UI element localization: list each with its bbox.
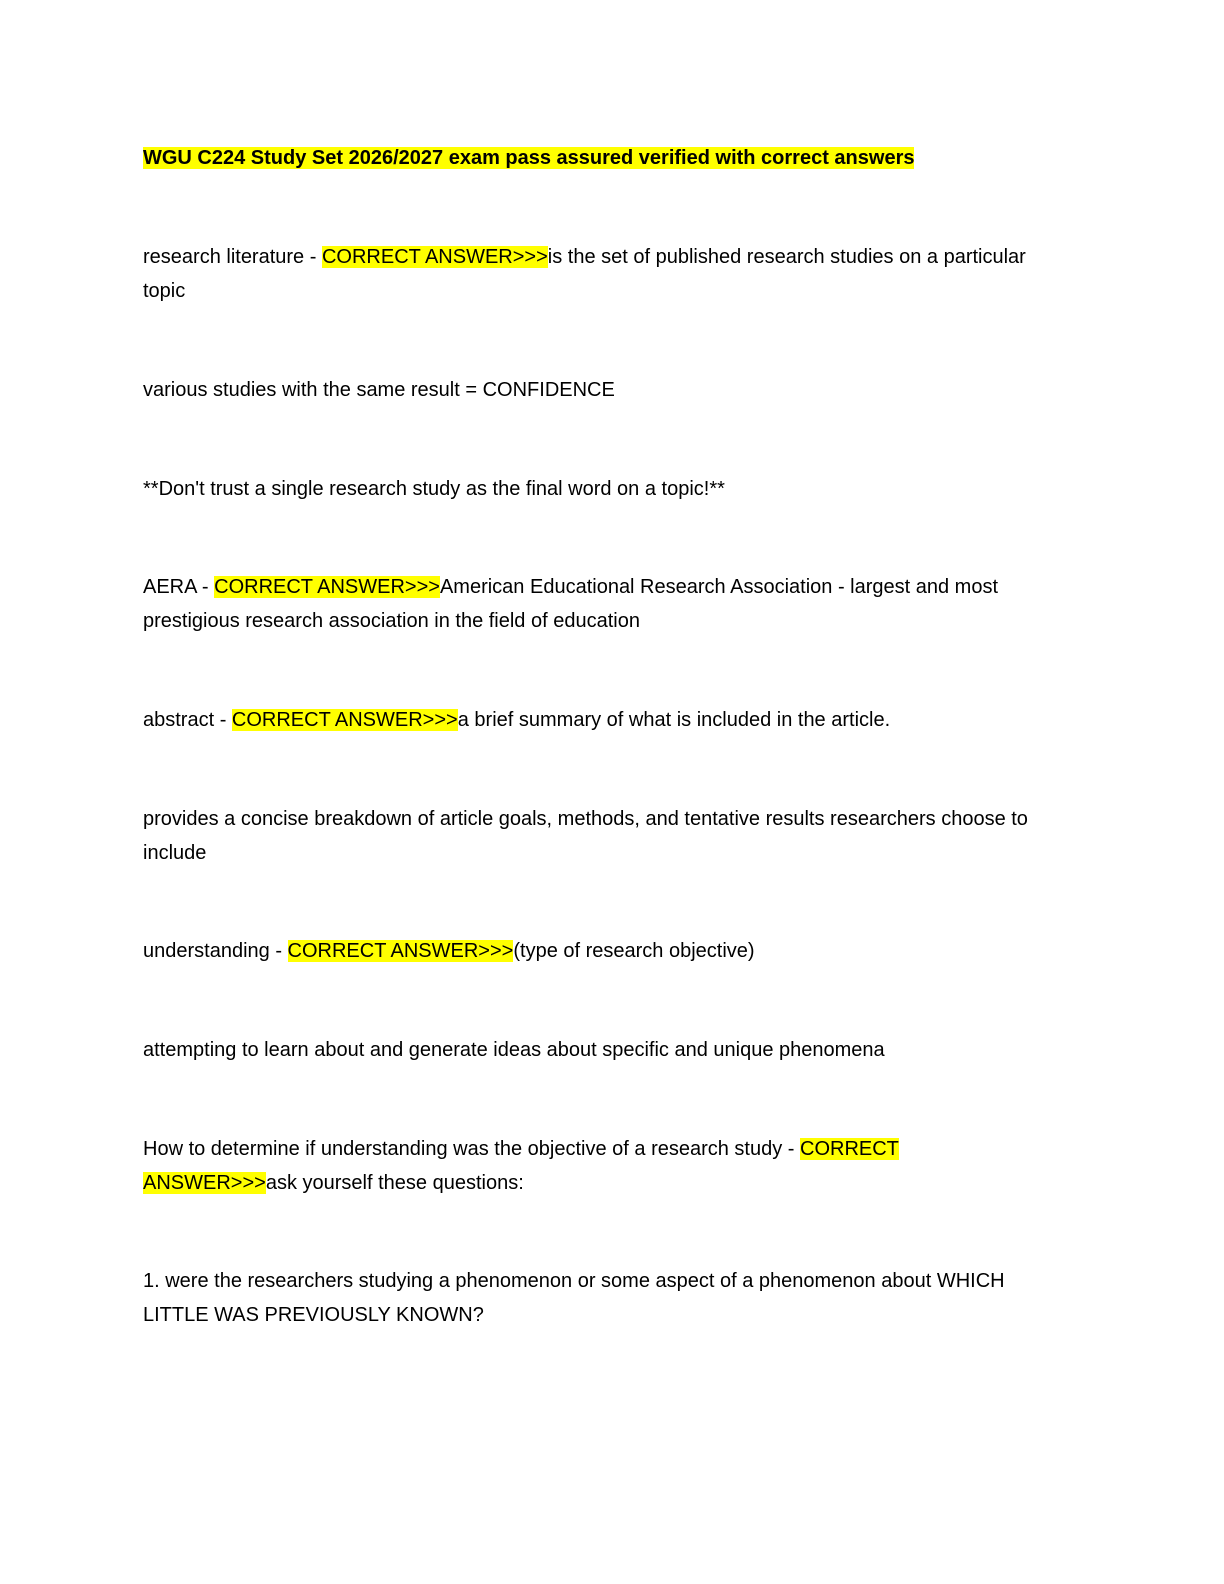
entry-understanding-detail bbox=[143, 1033, 1043, 1067]
entry-abstract-detail bbox=[143, 802, 1043, 870]
entry-definition: a brief summary of what is included in the article. bbox=[457, 709, 891, 731]
entry-understanding bbox=[143, 934, 1043, 968]
entry-definition: American Educational Research Association - largest and most prestigious research association in the field of education bbox=[143, 576, 999, 632]
entry-term: AERA - bbox=[143, 576, 215, 598]
correct-answer-marker: CORRECT ANSWER>>> bbox=[214, 576, 440, 598]
correct-answer-marker: CORRECT ANSWER>>> bbox=[143, 1138, 899, 1194]
entry-term: abstract - bbox=[143, 709, 232, 731]
entry-text: attempting to learn about and generate ideas about specific and unique phenomena bbox=[143, 1039, 885, 1061]
entry-question-1 bbox=[143, 1264, 1013, 1332]
title-highlight: WGU C224 Study Set 2026/2027 exam pass assured verified with correct answers bbox=[143, 147, 915, 169]
correct-answer-marker: CORRECT ANSWER>>> bbox=[287, 940, 514, 962]
entry-trust-note bbox=[143, 472, 1043, 506]
entry-abstract bbox=[143, 703, 1043, 737]
entry-term: understanding - bbox=[143, 940, 288, 962]
entry-term: How to determine if understanding was the objective of a research study - bbox=[143, 1138, 801, 1160]
entry-text: **Don't trust a single research study as the final word on a topic!** bbox=[143, 478, 725, 500]
entry-term: research literature - bbox=[143, 246, 322, 268]
entry-text: 1. were the researchers studying a phenomenon or some aspect of a phenomenon about WHICH LITTLE WAS PREVIOUSLY KNOWN? bbox=[143, 1270, 1005, 1326]
entry-confidence-note bbox=[143, 373, 1043, 407]
document-title bbox=[143, 141, 1043, 175]
entry-definition: (type of research objective) bbox=[513, 940, 755, 962]
entry-research-literature bbox=[143, 240, 1043, 308]
entry-text: various studies with the same result = CONFIDENCE bbox=[143, 379, 615, 401]
entry-text: provides a concise breakdown of article goals, methods, and tentative results researchers choose to include bbox=[143, 808, 1028, 864]
entry-aera bbox=[143, 570, 1043, 638]
entry-definition: ask yourself these questions: bbox=[265, 1172, 524, 1194]
entry-determine-understanding bbox=[143, 1132, 963, 1200]
correct-answer-marker: CORRECT ANSWER>>> bbox=[231, 709, 458, 731]
correct-answer-marker: CORRECT ANSWER>>> bbox=[321, 246, 548, 268]
entry-definition: is the set of published research studies on a particular topic bbox=[143, 246, 1026, 302]
